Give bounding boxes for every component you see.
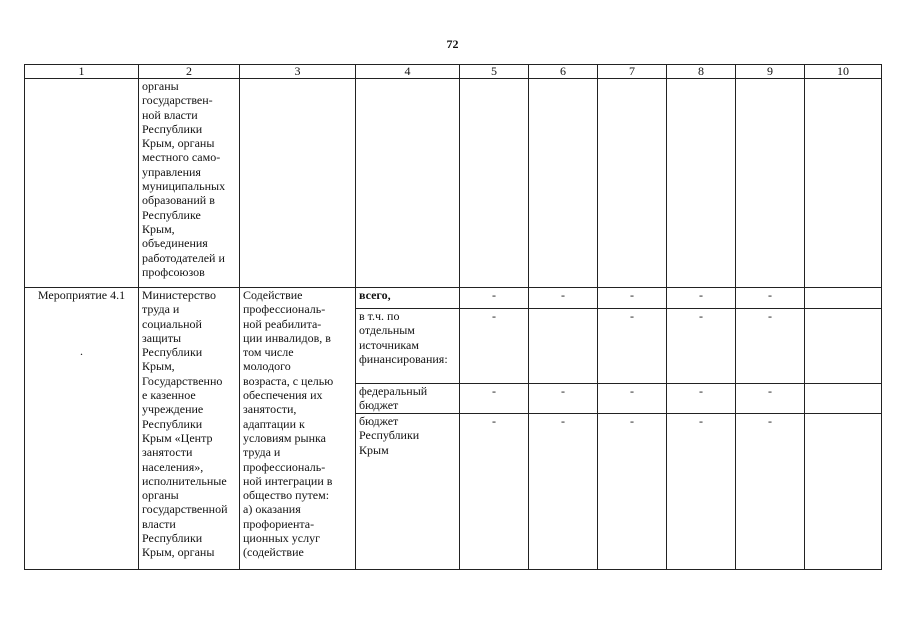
finance-label: всего, bbox=[356, 288, 460, 309]
finance-value: - bbox=[460, 414, 529, 570]
column-number: 1 bbox=[25, 65, 139, 79]
finance-value: - bbox=[529, 414, 598, 570]
finance-value: - bbox=[736, 288, 805, 309]
finance-value: - bbox=[460, 384, 529, 414]
finance-value bbox=[529, 309, 598, 384]
continuation-row bbox=[25, 79, 882, 288]
column-number: 10 bbox=[805, 65, 882, 79]
finance-label: в т.ч. по отдельным источникам финансирования: bbox=[356, 309, 460, 384]
finance-value: - bbox=[598, 288, 667, 309]
finance-value: - bbox=[736, 309, 805, 384]
continuation-executors: органы государствен- ной власти Республики Крым, органы местного само- управления муниципальных образований в Республике Крым, объединения работодателей и профсоюзов bbox=[139, 79, 240, 288]
finance-value bbox=[805, 414, 882, 570]
finance-label: бюджет Республики Крым bbox=[356, 414, 460, 570]
finance-value: - bbox=[598, 384, 667, 414]
column-number: 5 bbox=[460, 65, 529, 79]
column-number: 6 bbox=[529, 65, 598, 79]
finance-value: - bbox=[736, 414, 805, 570]
finance-value: - bbox=[667, 414, 736, 570]
finance-value: - bbox=[460, 309, 529, 384]
measure-name: Мероприятие 4.1 bbox=[37, 288, 126, 302]
finance-value: - bbox=[667, 288, 736, 309]
column-number: 4 bbox=[356, 65, 460, 79]
finance-value: - bbox=[529, 384, 598, 414]
column-number: 8 bbox=[667, 65, 736, 79]
finance-value: - bbox=[667, 384, 736, 414]
finance-value bbox=[805, 309, 882, 384]
column-number: 3 bbox=[240, 65, 356, 79]
measure-mark: . bbox=[80, 344, 83, 359]
program-table bbox=[24, 64, 882, 570]
finance-value: - bbox=[598, 309, 667, 384]
column-number: 2 bbox=[139, 65, 240, 79]
finance-value: - bbox=[736, 384, 805, 414]
measure-description: Содействие профессиональ- ной реабилита- ции инвалидов, в том числе молодого возраста, с целью обеспечения их занятости, адаптации к условиям рынка труда и профессиональ- ной интеграции в общество путем: а) оказания профориента- ционных услуг (содействие bbox=[240, 288, 356, 570]
finance-value: - bbox=[460, 288, 529, 309]
finance-row-total bbox=[25, 288, 882, 309]
measure-executors: Министерство труда и социальной защиты Республики Крым, Государственно е казенное учреждение Республики Крым «Центр занятости населения», исполнительные органы государственной власти Республики Крым, органы bbox=[139, 288, 240, 570]
measure-name-cell bbox=[25, 288, 139, 570]
column-number: 7 bbox=[598, 65, 667, 79]
page-number: 72 bbox=[446, 37, 459, 51]
column-number: 9 bbox=[736, 65, 805, 79]
finance-label: федеральный бюджет bbox=[356, 384, 460, 414]
finance-value bbox=[805, 384, 882, 414]
finance-value: - bbox=[598, 414, 667, 570]
finance-value: - bbox=[529, 288, 598, 309]
finance-value: - bbox=[667, 309, 736, 384]
finance-value bbox=[805, 288, 882, 309]
column-number-row bbox=[25, 65, 882, 79]
